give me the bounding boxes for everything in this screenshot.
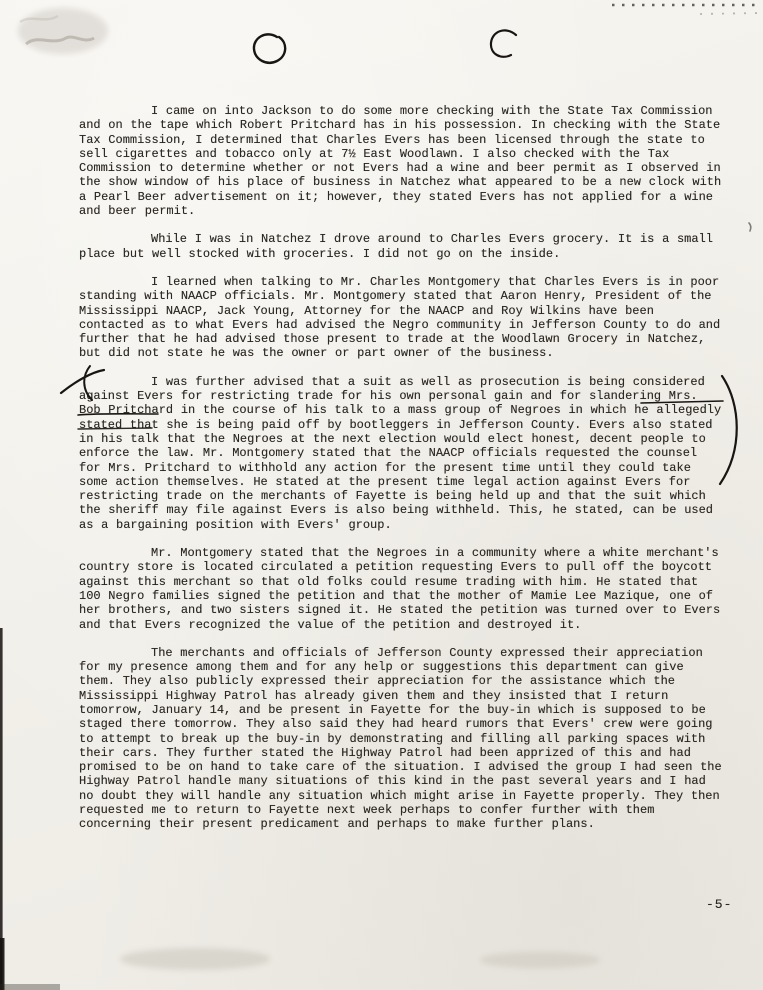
ink-speck	[749, 223, 751, 231]
bottom-edge-scan-mark	[0, 984, 60, 990]
scan-smudge	[120, 948, 270, 970]
left-edge-scan-line	[0, 628, 3, 990]
punch-hole-left-circle	[254, 34, 285, 62]
page-number: -5-	[706, 897, 733, 912]
paragraph-1: I came on into Jackson to do some more checking with the State Tax Commission and on the tape which Robert Pritchard has in his possession. In checking with the State Tax Commission, I determined that Charles Evers has been licensed through the state to sell cigarettes and tobacco only at 7½ East Woodlawn. I also checked with the Tax Commission to determine whether or not Evers had a wine and beer permit as I observed in the show window of his place of business in Natchez what appeared to be a new clock with a Pearl Beer advertisement on it; however, they stated Evers has not applied for a wine and beer permit.	[79, 104, 722, 219]
paragraph-2: While I was in Natchez I drove around to Charles Evers grocery. It is a small place but well stocked with groceries. I did not go on the inside.	[79, 232, 713, 261]
punch-hole-right-circle	[491, 30, 516, 56]
top-right-dotted-edge-faint	[700, 13, 760, 14]
paragraph-5: Mr. Montgomery stated that the Negroes in a community where a white merchant's country store is located circulated a petition requesting Evers to pull off the boycott against this merchant so that old folks could resume trading with him. He stated that 100 Negro families signed the petition and that the mother of Mamie Lee Mazique, one of her brothers, and two sisters signed it. He stated the petition was turned over to Evers and that Evers recognized the value of the petition and destroyed it.	[79, 546, 721, 632]
paragraph-4: I was further advised that a suit as well as prosecution is being considered against Evers for restricting trade for his own personal gain and for slandering Mrs. Bob Pritchard in the course of his talk to a mass group of Negroes in which he allegedly stated that she is being paid off by bootleggers in Jefferson County. Evers also stated in his talk that the Negroes at the next election would elect honest, decent people to enforce the law. Mr. Montgomery stated that the NAACP officials requested the counsel for Mrs. Pritchard to withhold any action for the present time until they could take some action themselves. He stated at the present time legal action against Evers for restricting trade on the merchants of Fayette is being held up and that the suit which the sheriff may file against Evers is also being withheld. This, he stated, can be used as a bargaining position with Evers' group.	[79, 374, 722, 532]
left-edge-scan-corner	[0, 938, 5, 990]
paragraph-6: The merchants and officials of Jefferson County expressed their appreciation for my presence among them and for any help or suggestions this department can give them. They also publicly expressed their appreciation for the assistance which the Mississippi Highway Patrol has already given them and they insisted that I return tomorrow, January 14, and be present in Fayette for the buy-in which is supposed to be staged there tomorrow. They also said they had heard rumors that Evers' crew were going to attempt to break up the buy-in by demonstrating and filling all parking spaces with their cars. They further stated the Highway Patrol had been apprized of this and had promised to be on hand to take care of the situation. I advised the group I had seen the Highway Patrol handle many situations of this kind in the past several years and I had no doubt they will handle any situation which might arise in Fayette properly. They then requested me to return to Fayette next week perhaps to confer further with them concerning their present predicament and perhaps to make further plans.	[79, 645, 722, 832]
scan-smudge	[18, 8, 108, 54]
paragraph-3: I learned when talking to Mr. Charles Montgomery that Charles Evers is in poor standing with NAACP officials. Mr. Montgomery stated that Aaron Henry, President of the Mississippi NAACP, Jack Young, Attorney for the NAACP and Roy Wilkins have been contacted as to what Evers had advised the Negro community in Jefferson County to do and further that he had advised those present to trade at the Woodlawn Grocery in Natchez, but did not state he was the owner or part owner of the business.	[79, 274, 721, 361]
scan-smudge	[480, 952, 600, 968]
document-body	[79, 104, 723, 846]
